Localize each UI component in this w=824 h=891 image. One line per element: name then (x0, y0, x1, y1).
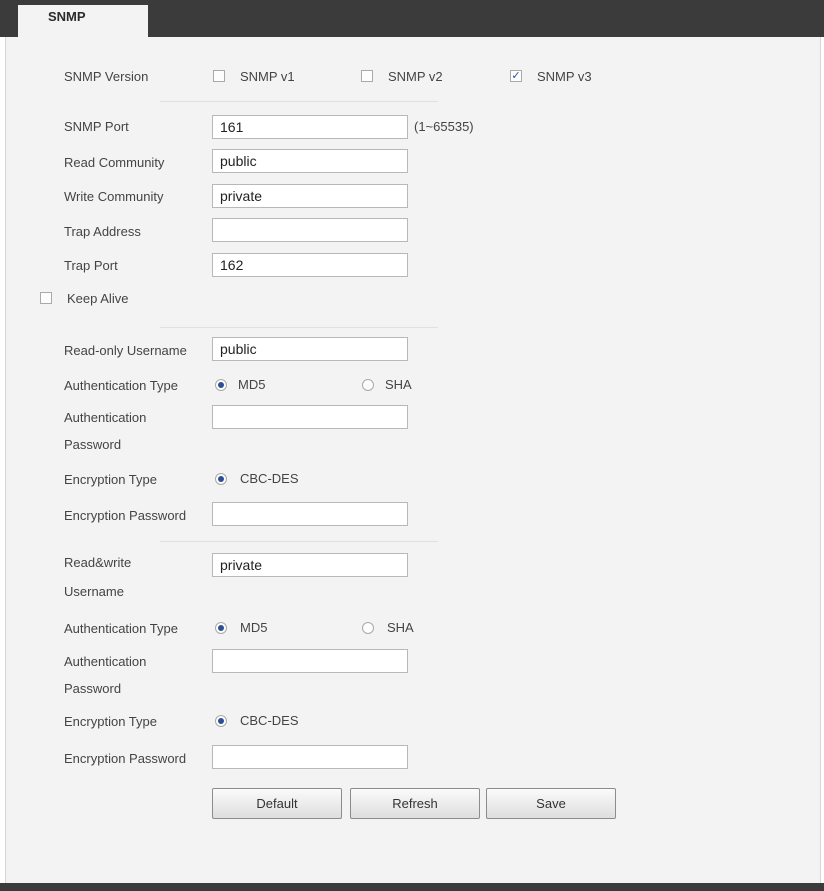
readonly-cbc-des-label: CBC-DES (240, 471, 299, 486)
readwrite-username-input[interactable] (212, 553, 408, 577)
readwrite-sha-radio[interactable] (362, 622, 374, 634)
snmp-v1-label: SNMP v1 (240, 69, 295, 84)
readonly-sha-radio[interactable] (362, 379, 374, 391)
trap-address-label: Trap Address (64, 224, 141, 239)
readonly-username-label: Read-only Username (64, 343, 187, 358)
readonly-enc-type-label: Encryption Type (64, 472, 157, 487)
readonly-auth-password-label-2: Password (64, 437, 122, 452)
readonly-enc-password-label: Encryption Password (64, 508, 187, 523)
snmp-version-label: SNMP Version (64, 69, 149, 84)
trap-address-input[interactable] (212, 218, 408, 242)
snmp-port-input[interactable] (212, 115, 408, 139)
keep-alive-label: Keep Alive (67, 291, 129, 306)
snmp-v1-checkbox[interactable] (213, 70, 225, 82)
snmp-port-label: SNMP Port (64, 119, 129, 134)
readonly-auth-password-input[interactable] (212, 405, 408, 429)
readwrite-md5-label: MD5 (240, 620, 268, 635)
trap-port-label: Trap Port (64, 258, 118, 273)
readwrite-auth-type-label: Authentication Type (64, 621, 178, 636)
tab-snmp[interactable]: SNMP (18, 5, 148, 37)
snmp-v3-checkbox[interactable]: ✓ (511, 70, 521, 82)
divider (160, 101, 438, 102)
default-button[interactable]: Default (212, 788, 342, 819)
snmp-port-range: (1~65535) (414, 119, 474, 134)
snmp-v3-label: SNMP v3 (537, 69, 592, 84)
readwrite-auth-password-input[interactable] (212, 649, 408, 673)
readonly-md5-radio[interactable] (215, 379, 227, 391)
readwrite-cbc-des-label: CBC-DES (240, 713, 299, 728)
readwrite-username-label-2: Username (64, 584, 124, 599)
readwrite-enc-type-label: Encryption Type (64, 714, 157, 729)
readonly-username-input[interactable] (212, 337, 408, 361)
readonly-md5-label: MD5 (238, 377, 266, 392)
readonly-auth-password-label: Authentication (64, 410, 147, 425)
readwrite-auth-password-label-2: Password (64, 681, 122, 696)
divider (160, 541, 438, 542)
readonly-enc-password-input[interactable] (212, 502, 408, 526)
bottom-bar (0, 883, 824, 891)
save-button[interactable]: Save (486, 788, 616, 819)
readwrite-enc-password-input[interactable] (212, 745, 408, 769)
read-community-input[interactable] (212, 149, 408, 173)
readonly-cbc-des-radio[interactable] (215, 473, 227, 485)
readonly-sha-label: SHA (385, 377, 412, 392)
readwrite-enc-password-label: Encryption Password (64, 751, 187, 766)
readwrite-username-label: Read&write (64, 555, 132, 570)
readwrite-cbc-des-radio[interactable] (215, 715, 227, 727)
snmp-v2-checkbox[interactable] (361, 70, 373, 82)
refresh-button[interactable]: Refresh (350, 788, 480, 819)
write-community-label: Write Community (64, 189, 164, 204)
readwrite-auth-password-label: Authentication (64, 654, 147, 669)
readwrite-md5-radio[interactable] (215, 622, 227, 634)
readonly-auth-type-label: Authentication Type (64, 378, 178, 393)
write-community-input[interactable] (212, 184, 408, 208)
snmp-v2-label: SNMP v2 (388, 69, 443, 84)
divider (160, 327, 438, 328)
keep-alive-checkbox[interactable] (40, 292, 52, 304)
readwrite-sha-label: SHA (387, 620, 414, 635)
read-community-label: Read Community (64, 155, 165, 170)
trap-port-input[interactable] (212, 253, 408, 277)
